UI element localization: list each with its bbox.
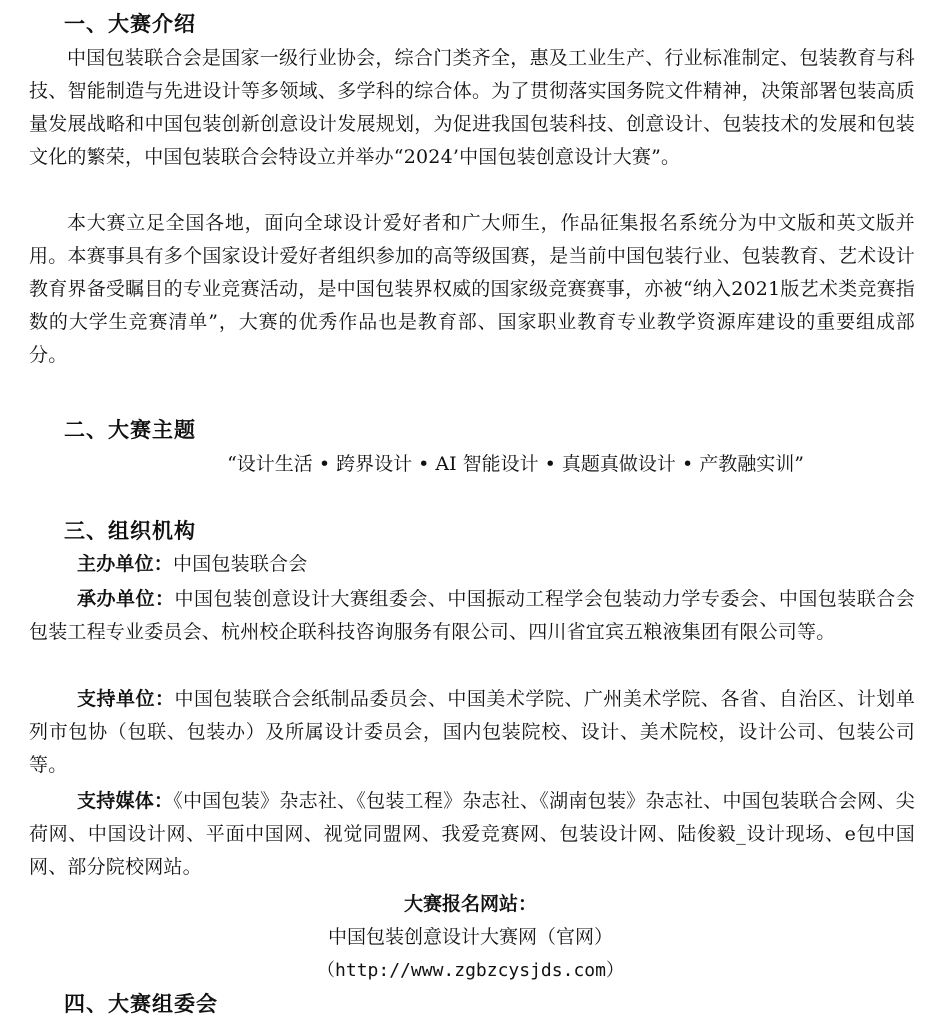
host-unit	[29, 548, 915, 581]
host-unit-label: 主办单位：	[77, 553, 174, 575]
section-heading-organization: 三、组织机构	[64, 519, 196, 543]
registration-site-title: 大赛报名网站：	[403, 893, 537, 915]
support-unit-value: 中国包装联合会纸制品委员会、中国美术学院、广州美术学院、各省、自治区、计划单列市包协（包联、包装办）及所属设计委员会，国内包装院校、设计、美术院校，设计公司、包装公司等。	[29, 688, 915, 776]
organizer-unit	[29, 583, 915, 649]
support-media-value: 《中国包装》杂志社、《包装工程》杂志社、《湖南包装》杂志社、中国包装联合会网、尖荷网、中国设计网、平面中国网、视觉同盟网、我爱竞赛网、包装设计网、陆俊毅_设计现场、e包中国网、部分院校网站。	[29, 790, 915, 878]
organizer-unit-value: 中国包装创意设计大赛组委会、中国振动工程学会包装动力学专委会、中国包装联合会包装工程专业委员会、杭州校企联科技咨询服务有限公司、四川省宜宾五粮液集团有限公司等。	[29, 588, 915, 643]
section-heading-intro: 一、大赛介绍	[64, 12, 196, 36]
support-unit	[29, 683, 915, 782]
support-media	[29, 785, 915, 884]
organizer-unit-label: 承办单位：	[77, 588, 175, 610]
registration-site-name: 中国包装创意设计大赛网（官网）	[327, 926, 613, 948]
support-unit-label: 支持单位：	[77, 688, 175, 710]
support-media-label: 支持媒体：	[77, 790, 174, 812]
registration-site-url[interactable]: （http://www.zgbzcysjds.com）	[317, 960, 624, 981]
intro-paragraph-1: 中国包装联合会是国家一级行业协会，综合门类齐全，惠及工业生产、行业标准制定、包装教育与科技、智能制造与先进设计等多领域、多学科的综合体。为了贯彻落实国务院文件精神，决策部署包装高质量发展战略和中国包装创新创意设计发展规划，为促进我国包装科技、创意设计、包装技术的发展和包装文化的繁荣，中国包装联合会特设立并举办“2024’中国包装创意设计大赛”。	[29, 47, 915, 168]
section-heading-theme: 二、大赛主题	[64, 418, 196, 442]
section-heading-committee: 四、大赛组委会	[64, 992, 218, 1016]
theme-text: “设计生活 • 跨界设计 • AI 智能设计 • 真题真做设计 • 产教融实训”	[227, 453, 804, 475]
intro-paragraph-2: 本大赛立足全国各地，面向全球设计爱好者和广大师生，作品征集报名系统分为中文版和英文版并用。本赛事具有多个国家设计爱好者组织参加的高等级国赛，是当前中国包装行业、包装教育、艺术设计教育界备受瞩目的专业竞赛活动，是中国包装界权威的国家级竞赛赛事，亦被“纳入2021版艺术类竞赛指数的大学生竞赛清单”，大赛的优秀作品也是教育部、国家职业教育专业教学资源库建设的重要组成部分。	[29, 212, 915, 366]
host-unit-value: 中国包装联合会	[173, 553, 308, 575]
